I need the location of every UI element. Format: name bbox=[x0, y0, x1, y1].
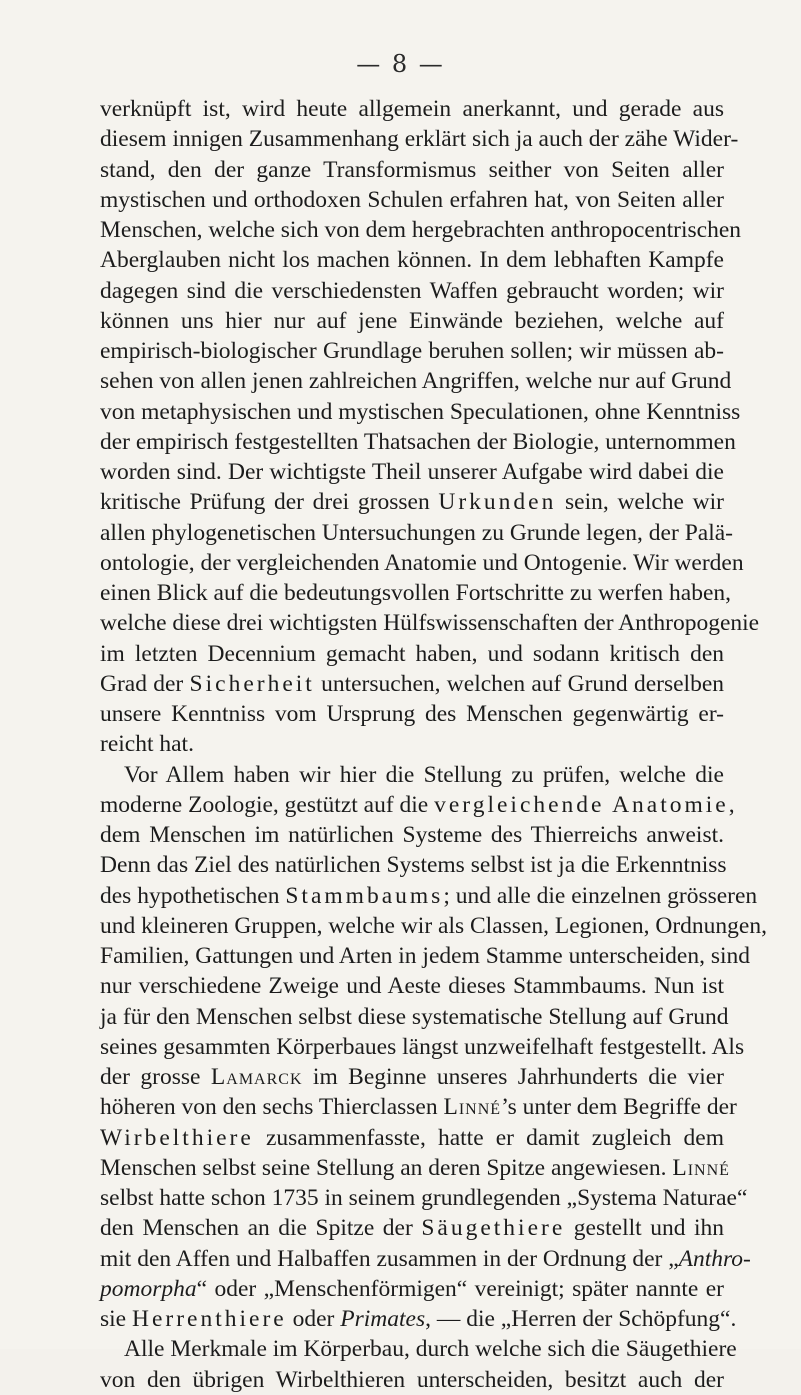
spaced-term: Wirbelthiere bbox=[100, 1124, 254, 1151]
text-line: unsere Kenntniss vom Ursprung des Menschen gegenwärtig er- bbox=[100, 701, 724, 727]
spaced-term: Stammbaums bbox=[285, 882, 444, 909]
text-line: seines gesammten Körperbaues längst unzweifelhaft festgestellt. Als bbox=[100, 1033, 745, 1060]
text-line: Wirbelthiere zusammenfasste, hatte er damit zugleich dem bbox=[100, 1124, 724, 1151]
text-line: einen Blick auf die bedeutungsvollen Fortschritte zu werfen haben, bbox=[100, 580, 732, 606]
spaced-term: Herrenthiere bbox=[131, 1306, 287, 1332]
text-line: moderne Zoologie, gestützt auf die vergleichende Anatomie, bbox=[100, 791, 735, 818]
text-line: worden sind. Der wichtigste Theil unserer Aufgabe wird dabei die bbox=[100, 459, 724, 485]
text-line: von metaphysischen und mystischen Speculationen, ohne Kenntniss bbox=[100, 398, 741, 425]
text-line: Aberglauben nicht los machen können. In dem lebhaften Kampfe bbox=[100, 247, 724, 274]
text-line: ja für den Menschen selbst diese systematische Stellung auf Grund bbox=[100, 1003, 729, 1030]
author-name: Linné bbox=[672, 1154, 730, 1181]
page-number: — 8 — bbox=[356, 50, 445, 78]
text-line: sie Herrenthiere oder Primates, — die „Herren der Schöpfung“. bbox=[100, 1306, 737, 1332]
text-line: pomorpha“ oder „Menschenförmigen“ vereinigt; später nannte er bbox=[100, 1275, 724, 1302]
text-line: Grad der Sicherheit untersuchen, welchen auf Grund derselben bbox=[100, 670, 725, 697]
text-line: reicht hat. bbox=[100, 731, 194, 758]
text-line: Menschen, welche sich von dem hergebrachten anthropocentrischen bbox=[100, 217, 742, 243]
text-line: können uns hier nur auf jene Einwände beziehen, welche auf bbox=[100, 307, 724, 334]
text-line: sehen von allen jenen zahlreichen Angriffen, welche nur auf Grund bbox=[100, 368, 732, 395]
text-line: Familien, Gattungen und Arten in jedem Stamme unterscheiden, sind bbox=[100, 943, 751, 969]
text-line: Vor Allem haben wir hier die Stellung zu prüfen, welche die bbox=[124, 761, 724, 788]
text-line: stand, den der ganze Transformismus seither von Seiten aller bbox=[100, 156, 724, 183]
author-name: Linné bbox=[443, 1094, 502, 1121]
spaced-term: Säugethiere bbox=[421, 1215, 566, 1242]
text-line: und kleineren Gruppen, welche wir als Classen, Legionen, Ordnungen, bbox=[100, 912, 767, 939]
body-text bbox=[100, 94, 767, 1395]
text-line: der grosse Lamarck im Beginne unseres Jahrhunderts die vier bbox=[100, 1064, 724, 1090]
spaced-term: vergleichende Anatomie bbox=[434, 791, 729, 818]
text-line: kritische Prüfung der drei grossen Urkunden sein, welche wir bbox=[100, 489, 724, 516]
spaced-term: Sicherheit bbox=[189, 670, 315, 697]
text-line: mit den Affen und Halbaffen zusammen in der Ordnung der „Anthro- bbox=[100, 1245, 751, 1272]
text-line: der empirisch festgestellten Thatsachen der Biologie, unternommen bbox=[100, 428, 736, 455]
text-line: dagegen sind die verschiedensten Waffen gebraucht worden; wir bbox=[100, 277, 724, 304]
text-line: ontologie, der vergleichenden Anatomie und Ontogenie. Wir werden bbox=[100, 549, 744, 576]
italic-term: Anthro- bbox=[678, 1245, 751, 1272]
text-line: Denn das Ziel des natürlichen Systems selbst ist ja die Erkenntniss bbox=[100, 852, 727, 879]
text-line: im letzten Decennium gemacht haben, und sodann kritisch den bbox=[100, 640, 724, 667]
text-line: allen phylogenetischen Untersuchungen zu Grunde legen, der Palä- bbox=[100, 519, 733, 546]
text-line: welche diese drei wichtigsten Hülfswissenschaften der Anthropogenie bbox=[100, 610, 760, 637]
text-line: diesem innigen Zusammenhang erklärt sich ja auch der zähe Wider- bbox=[100, 126, 739, 153]
italic-term: Primates bbox=[340, 1306, 426, 1332]
text-line: selbst hatte schon 1735 in seinem grundlegenden „Systema Naturae“ bbox=[100, 1185, 748, 1211]
text-line: dem Menschen im natürlichen Systeme des Thierreichs anweist. bbox=[100, 822, 724, 848]
text-line: verknüpft ist, wird heute allgemein anerkannt, und gerade aus bbox=[100, 96, 724, 122]
text-line: den Menschen an die Spitze der Säugethiere gestellt und ihn bbox=[100, 1215, 725, 1242]
spaced-term: Urkunden bbox=[438, 489, 557, 516]
text-line: Alle Merkmale im Körperbau, durch welche sich die Säugethiere bbox=[124, 1336, 737, 1363]
text-line: des hypothetischen Stammbaums; und alle die einzelnen grösseren bbox=[100, 882, 758, 909]
italic-term: pomorpha bbox=[100, 1275, 197, 1302]
text-line: mystischen und orthodoxen Schulen erfahren hat, von Seiten aller bbox=[100, 186, 724, 213]
text-line: empirisch-biologischer Grundlage beruhen sollen; wir müssen ab- bbox=[100, 338, 724, 364]
author-name: Lamarck bbox=[210, 1064, 303, 1090]
text-line: Menschen selbst seine Stellung an deren Spitze angewiesen. Linné bbox=[100, 1154, 730, 1181]
text-line: höheren von den sechs Thierclassen Linné’s unter dem Begriffe der bbox=[100, 1094, 737, 1121]
text-line: von den übrigen Wirbelthieren unterscheiden, besitzt auch der bbox=[100, 1366, 724, 1393]
text-line: nur verschiedene Zweige und Aeste dieses Stammbaums. Nun ist bbox=[100, 973, 724, 1000]
